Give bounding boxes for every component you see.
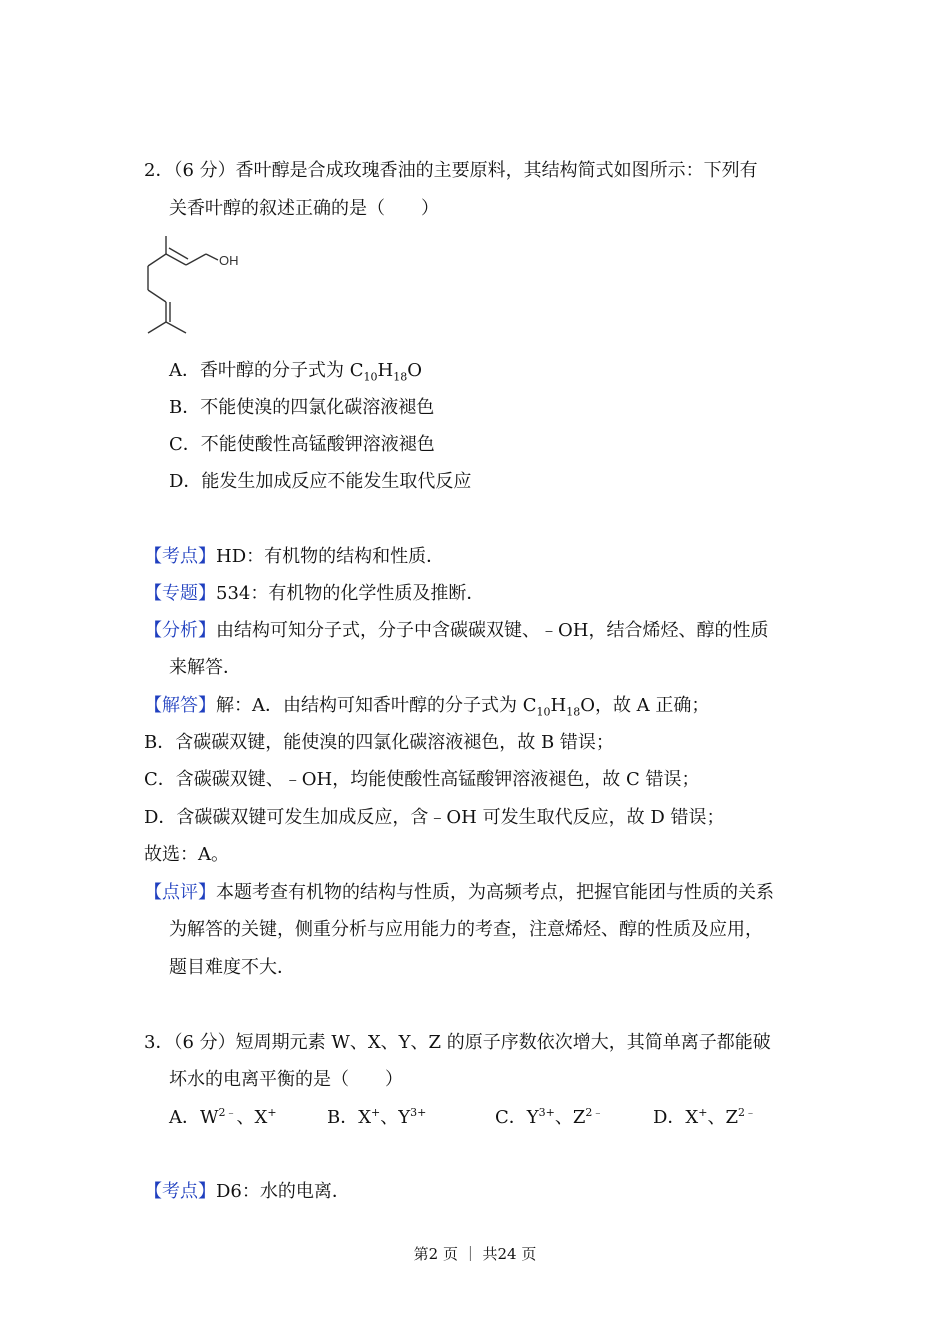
q2-fenxi — [144, 618, 768, 644]
q3-a-sup2: + — [267, 1106, 277, 1119]
q3-b-pre: B．X — [327, 1107, 372, 1128]
option-a-sub-h: 18 — [393, 370, 408, 384]
q2-jieda-d: D．含碳碳双键可发生加成反应，含﹣OH 可发生取代反应，故 D 错误； — [144, 807, 725, 828]
option-a-letter: A． — [169, 360, 200, 381]
q3-number: 3． — [144, 1032, 174, 1053]
q3-c-sup1: 3+ — [538, 1106, 555, 1119]
q3-c-sup2: 2﹣ — [585, 1106, 604, 1119]
q2-line1 — [144, 158, 758, 184]
zhuanti-text: 534：有机物的化学性质及推断． — [216, 583, 485, 604]
q3-option-b — [327, 1105, 426, 1131]
fenxi-text: 由结构可知分子式，分子中含碳碳双键、﹣OH，结合烯烃、醇的性质 — [216, 620, 769, 641]
jieda-h: H — [550, 695, 567, 716]
kaodian-tag: 【考点】 — [144, 546, 216, 567]
jieda-tag: 【解答】 — [144, 695, 216, 716]
jieda-text: 解：A．由结构可知香叶醇的分子式为 C — [216, 695, 537, 716]
jieda-sub-c: 10 — [536, 705, 551, 719]
q3-d-pre: D．X — [653, 1107, 699, 1128]
kaodian-text: HD：有机物的结构和性质． — [216, 546, 445, 567]
option-a-text: 香叶醇的分子式为 C — [200, 360, 364, 381]
q3-line1 — [144, 1030, 771, 1056]
q2-jieda-c: C．含碳碳双键、﹣OH，均能使酸性高锰酸钾溶液褪色，故 C 错误； — [144, 769, 700, 790]
q2-jieda — [144, 693, 709, 719]
jieda-tail: O，故 A 正确； — [580, 695, 710, 716]
q2-dianping-3: 题目难度不大． — [169, 957, 295, 978]
zhuanti-tag: 【专题】 — [144, 583, 216, 604]
jieda-sub-h: 18 — [566, 705, 581, 719]
q2-dianping — [144, 880, 774, 906]
q2-line2: 关香叶醇的叙述正确的是（ ） — [169, 198, 439, 219]
q3-d-mid: 、Z — [707, 1107, 738, 1128]
geraniol-structure-figure — [144, 232, 254, 347]
q3-kaodian-text: D6：水的电离． — [216, 1181, 350, 1202]
q2-kaodian — [144, 544, 444, 570]
q3-a-mid: 、X — [236, 1107, 268, 1128]
q3-b-sup2: 3+ — [410, 1106, 427, 1119]
q3-a-sup1: 2﹣ — [218, 1106, 237, 1119]
q3-option-d — [653, 1105, 756, 1131]
q3-c-pre: C．Y — [495, 1107, 539, 1128]
q2-option-a — [169, 358, 422, 384]
q3-kaodian — [144, 1179, 350, 1205]
q3-a-pre: A．W — [169, 1107, 219, 1128]
q2-zhuanti — [144, 581, 484, 607]
q2-fenxi-cont: 来解答． — [169, 657, 241, 678]
q3-d-sup1: + — [698, 1106, 708, 1119]
q3-option-c — [495, 1105, 603, 1131]
q3-b-mid: 、Y — [380, 1107, 411, 1128]
option-a-h: H — [377, 360, 394, 381]
oh-label: OH — [219, 253, 239, 268]
skeletal-bonds — [148, 236, 218, 333]
q3-d-sup2: 2﹣ — [737, 1106, 756, 1119]
q3-option-a — [169, 1105, 277, 1131]
q2-dianping-2: 为解答的关键，侧重分析与应用能力的考查，注意烯烃、醇的性质及应用， — [169, 919, 763, 940]
q2-option-c: C．不能使酸性高锰酸钾溶液褪色 — [169, 434, 435, 455]
q2-option-d: D．能发生加成反应不能发生取代反应 — [169, 471, 472, 492]
option-a-sub-c: 10 — [363, 370, 378, 384]
q3-line2: 坏水的电离平衡的是（ ） — [169, 1069, 403, 1090]
page-footer: 第2 页 ｜ 共24 页 — [413, 1245, 537, 1263]
q3-stem: （6 分）短周期元素 W、X、Y、Z 的原子序数依次增大，其简单离子都能破 — [173, 1032, 771, 1053]
q2-number: 2． — [144, 160, 174, 181]
q3-b-sup1: + — [371, 1106, 381, 1119]
dianping-text: 本题考查有机物的结构与性质，为高频考点，把握官能团与性质的关系 — [216, 882, 774, 903]
option-a-o: O — [407, 360, 422, 381]
q2-stem: （6 分）香叶醇是合成玫瑰香油的主要原料，其结构简式如图所示：下列有 — [173, 160, 758, 181]
q2-answer: 故选：A。 — [144, 844, 229, 865]
q2-jieda-b: B．含碳碳双键，能使溴的四氯化碳溶液褪色，故 B 错误； — [144, 732, 614, 753]
fenxi-tag: 【分析】 — [144, 620, 216, 641]
q3-kaodian-tag: 【考点】 — [144, 1181, 216, 1202]
q2-option-b: B．不能使溴的四氯化碳溶液褪色 — [169, 397, 435, 418]
dianping-tag: 【点评】 — [144, 882, 216, 903]
q3-c-mid: 、Z — [554, 1107, 586, 1128]
